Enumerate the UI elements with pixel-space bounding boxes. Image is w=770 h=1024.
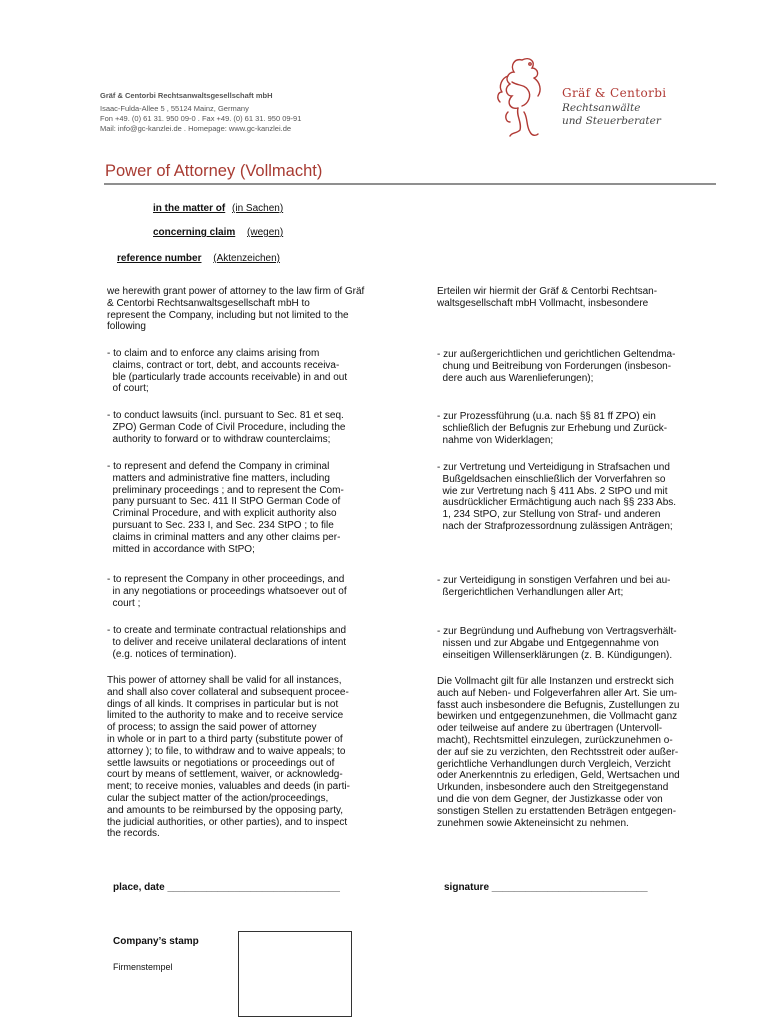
paragraph-de: - zur Prozessführung (u.a. nach §§ 81 ff ZPO) ein schließlich der Befugnis zur Erhebung und Zurück- nahme von Widerklagen; bbox=[437, 411, 668, 446]
logo-line-2: und Steuerberater bbox=[562, 115, 661, 127]
reference-field bbox=[117, 253, 280, 264]
claim-field bbox=[153, 227, 283, 238]
company-stamp-label-de: Firmenstempel bbox=[113, 962, 173, 972]
paragraph-en: we herewith grant power of attorney to the law firm of Gräf & Centorbi Rechtsanwaltsgesellschaft mbH to represent the Company, including but not limited to the following bbox=[107, 286, 365, 333]
paragraph-de: - zur Verteidigung in sonstigen Verfahren und bei au- ßergerichtlichen Verhandlungen aller Art; bbox=[437, 575, 671, 598]
paragraph-de: - zur Begründung und Aufhebung von Vertragsverhält- nissen und zur Abgabe und Entgegennahme von einseitigen Willenserklärungen (z. B. Kündigungen). bbox=[437, 626, 677, 661]
paragraph-en: - to conduct lawsuits (incl. pursuant to Sec. 81 et seq. ZPO) German Code of Civil Procedure, including the authority to forward or to withdraw counterclaims; bbox=[107, 410, 346, 445]
claim-label: concerning claim bbox=[153, 227, 236, 238]
reference-label-de: (Aktenzeichen) bbox=[213, 253, 280, 264]
firm-name: Gräf & Centorbi Rechtsanwaltsgesellschaft mbH bbox=[100, 91, 273, 100]
logo-wordmark bbox=[562, 86, 667, 128]
firm-address: Isaac-Fulda-Allee 5 , 55124 Mainz, Germany bbox=[100, 104, 249, 113]
reference-label: reference number bbox=[117, 253, 202, 264]
matter-label: in the matter of bbox=[153, 203, 226, 214]
griffin-emblem-icon bbox=[492, 52, 552, 142]
firm-mail-web: Mail: info@gc-kanzlei.de . Homepage: www.gc-kanzlei.de bbox=[100, 124, 292, 133]
paragraph-en: - to create and terminate contractual relationships and to deliver and receive unilateral declarations of intent (e.g. notices of termination). bbox=[107, 625, 347, 660]
company-stamp-label: Company’s stamp bbox=[113, 936, 199, 947]
paragraph-de: - zur Vertretung und Verteidigung in Strafsachen und Bußgeldsachen einschließlich der Vorverfahren so wie zur Vertretung nach § 411 Abs. 2 StPO und mit ausdrücklicher Ermächtigung auch nach §§ 233 Abs. 1, 234 StPO, zur Stellung von Straf- und anderen nach der Strafprozessordnung zulässigen Anträgen; bbox=[437, 462, 677, 532]
matter-label-de: (in Sachen) bbox=[232, 203, 284, 214]
paragraph-en: - to represent and defend the Company in criminal matters and administrative fine matters, including preliminary proceedings ; and to represent the Com- pany pursuant to Sec. 411 II StPO German Code of Criminal Procedure, and with explicit authority also pursuant to Sec. 233 I, and Sec. 234 StPO ; to file claims in criminal matters and any other claims per- mitted in accordance with StPO; bbox=[107, 461, 344, 555]
title-divider bbox=[104, 183, 716, 185]
paragraph-en: - to represent the Company in other proceedings, and in any negotiations or proceedings whatsoever out of court ; bbox=[107, 574, 347, 609]
matter-field bbox=[153, 203, 283, 214]
paragraph-en: - to claim and to enforce any claims arising from claims, contract or tort, debt, and accounts receiva- ble (particularly trade accounts receivable) in and out of court; bbox=[107, 348, 348, 395]
paragraph-en: This power of attorney shall be valid for all instances, and shall also cover collateral and subsequent procee- dings of all kinds. It comprises in particular but is not limited to the authority to make and to receive service of process; to assign the said power of attorney in whole or in part to a third party (substitute power of attorney ); to file, to withdraw and to waive appeals; to settle lawsuits or negotiations or proceedings out of court by means of settlement, waiver, or acknowledg- ment; to receive monies, valuables and deeds (in parti- cular the subject matter of the action/proceedings, and amounts to be reimbursed by the opposing party, the judicial authorities, or other parties), and to inspect the records. bbox=[107, 675, 350, 840]
logo-line-1: Rechtsanwälte bbox=[562, 102, 641, 114]
place-date-line[interactable]: place, date _______________________________ bbox=[113, 882, 340, 893]
company-stamp-box[interactable] bbox=[238, 931, 352, 1017]
page-title: Power of Attorney (Vollmacht) bbox=[105, 162, 323, 180]
paragraph-de: Erteilen wir hiermit der Gräf & Centorbi Rechtsan- waltsgesellschaft mbH Vollmacht, insbesondere bbox=[437, 286, 658, 309]
paragraph-de: - zur außergerichtlichen und gerichtlichen Geltendma- chung und Beitreibung von Forderungen (insbeson- dere auch aus Warenlieferungen); bbox=[437, 349, 676, 384]
signature-line[interactable]: signature ____________________________ bbox=[444, 882, 648, 893]
paragraph-de: Die Vollmacht gilt für alle Instanzen und erstreckt sich auch auf Neben- und Folgeverfahren aller Art. Sie um- fasst auch insbesondere die Befugnis, Zustellungen zu bewirken und entgegenzunehmen, die Vollmacht ganz oder teilweise auf andere zu übertragen (Untervoll- macht), Rechtsmittel einzulegen, zurückzunehmen o- der auf sie zu verzichten, den Rechtsstreit oder außer- gerichtliche Verhandlungen durch Vergleich, Verzicht oder Anerkenntnis zu erledigen, Geld, Wertsachen und Urkunden, insbesondere auch den Streitgegenstand und die von dem Gegner, der Justizkasse oder von sonstigen Stellen zu erstattenden Beträgen entgegen- zunehmen sowie Akteneinsicht zu nehmen. bbox=[437, 676, 680, 829]
claim-label-de: (wegen) bbox=[247, 227, 284, 238]
logo-name: Gräf & Centorbi bbox=[562, 86, 667, 100]
firm-phone-fax: Fon +49. (0) 61 31. 950 09-0 . Fax +49. (0) 61 31. 950 09-91 bbox=[100, 114, 302, 123]
